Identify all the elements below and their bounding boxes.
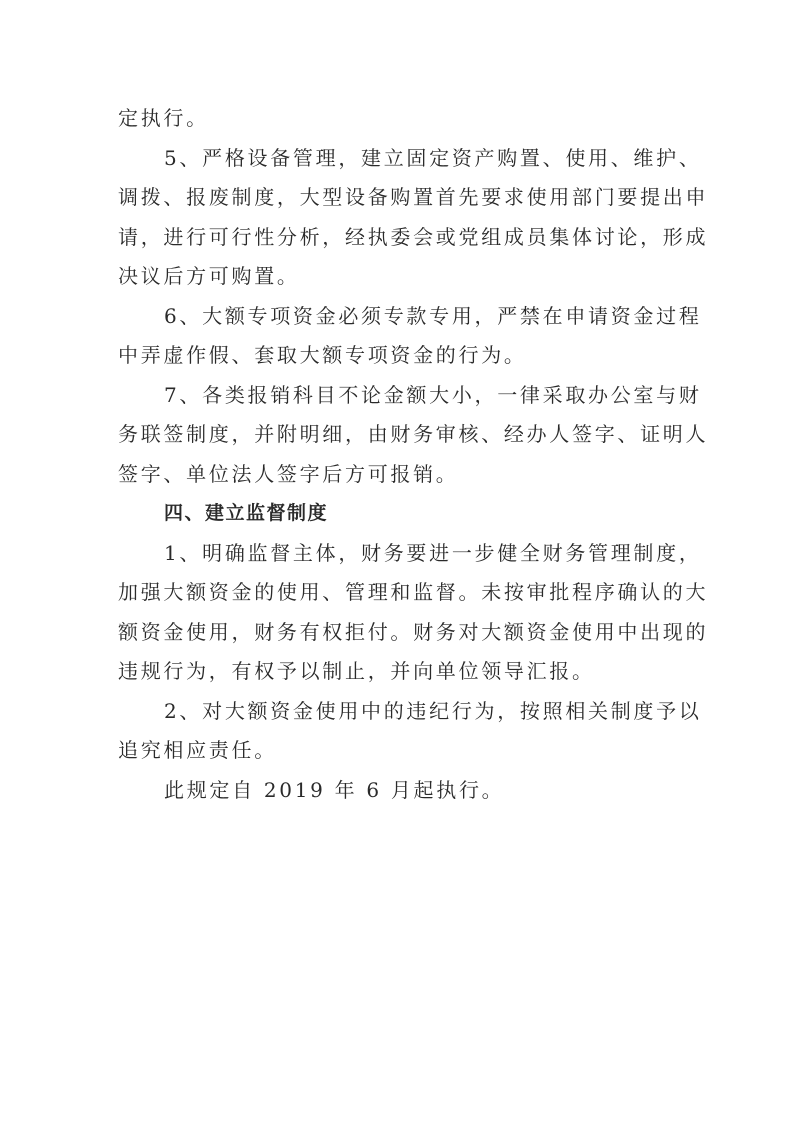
supervision-item-2-line-2: 追究相应责任。	[118, 738, 277, 762]
item-7-line-1: 7、各类报销科目不论金额大小，一律采取办公室与财	[164, 382, 702, 407]
supervision-item-1-line-3: 额资金使用，财务有权拒付。财务对大额资金使用中出现的	[118, 619, 709, 644]
item-5-line-1: 5、严格设备管理，建立固定资产购置、使用、维护、	[164, 145, 702, 170]
document-body	[118, 99, 709, 810]
supervision-item-1-line-1: 1、明确监督主体，财务要进一步健全财务管理制度，	[164, 540, 702, 565]
item-7-line-3: 签字、单位法人签字后方可报销。	[118, 461, 459, 486]
supervision-item-1-line-4: 违规行为，有权予以制止，并向单位领导汇报。	[118, 659, 595, 683]
item-7-line-2: 务联签制度，并附明细，由财务审核、经办人签字、证明人	[118, 422, 709, 446]
paragraph-line: 定执行。	[118, 106, 209, 130]
effective-date-statement: 此规定自 2019 年 6 月起执行。	[164, 777, 505, 802]
section-heading: 四、建立监督制度	[164, 502, 329, 524]
supervision-item-2-line-1: 2、对大额资金使用中的违纪行为，按照相关制度予以	[164, 698, 702, 723]
item-5-line-4: 决议后方可购置。	[118, 264, 300, 288]
item-6-line-1: 6、大额专项资金必须专款专用，严禁在申请资金过程	[164, 303, 702, 328]
item-5-line-3: 请，进行可行性分析，经执委会或党组成员集体讨论，形成	[118, 224, 709, 249]
item-6-line-2: 中弄虚作假、套取大额专项资金的行为。	[118, 343, 527, 367]
item-5-line-2: 调拨、报废制度，大型设备购置首先要求使用部门要提出申	[118, 185, 709, 209]
supervision-item-1-line-2: 加强大额资金的使用、管理和监督。未按审批程序确认的大	[118, 580, 709, 604]
